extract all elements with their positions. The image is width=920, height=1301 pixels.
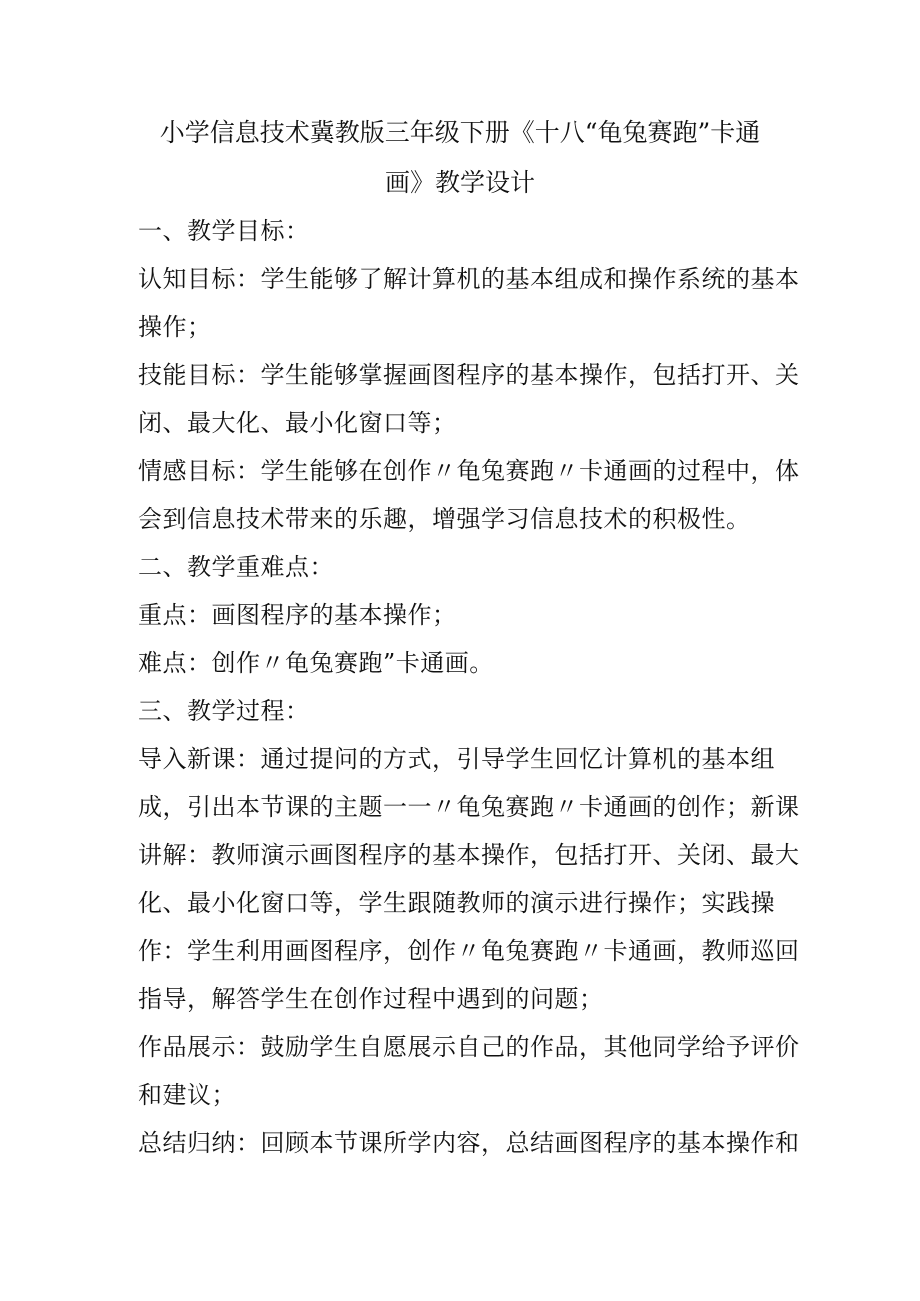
- document-title-line-2: 画》教学设计: [384, 168, 535, 197]
- paragraph-line: 认知目标：学生能够了解计算机的基本组成和操作系统的基本: [138, 265, 800, 293]
- section-heading-process: 三、教学过程：: [138, 697, 310, 725]
- section-heading-objectives: 一、教学目标：: [138, 217, 310, 245]
- section-heading-key-points: 二、教学重难点：: [138, 553, 334, 581]
- document-title-line-1: 小学信息技术冀教版三年级下册《十八“龟兔赛跑”卡通: [159, 118, 761, 147]
- paragraph-line: 闭、最大化、最小化窗口等；: [138, 409, 457, 437]
- paragraph-line: 作：学生利用画图程序，创作〃龟兔赛跑〃卡通画，教师巡回: [138, 937, 800, 965]
- paragraph-line: 技能目标：学生能够掌握画图程序的基本操作，包括打开、关: [138, 361, 800, 389]
- paragraph-line: 导入新课：通过提问的方式，引导学生回忆计算机的基本组: [138, 745, 775, 773]
- paragraph-line: 成，引出本节课的主题一一〃龟兔赛跑〃卡通画的创作；新课: [138, 793, 800, 821]
- paragraph-line: 讲解：教师演示画图程序的基本操作，包括打开、关闭、最大: [138, 841, 800, 869]
- paragraph-line: 和建议；: [138, 1081, 236, 1109]
- paragraph-line: 会到信息技术带来的乐趣，增强学习信息技术的积极性。: [138, 505, 751, 533]
- paragraph-line: 情感目标：学生能够在创作〃龟兔赛跑〃卡通画的过程中，体: [138, 457, 800, 485]
- paragraph-line: 重点：画图程序的基本操作；: [138, 601, 457, 629]
- paragraph-line: 难点：创作〃龟兔赛跑”卡通画。: [138, 649, 494, 677]
- paragraph-line: 指导，解答学生在创作过程中遇到的问题；: [138, 985, 604, 1013]
- paragraph-line: 操作；: [138, 313, 212, 341]
- paragraph-line: 作品展示：鼓励学生自愿展示自己的作品，其他同学给予评价: [138, 1033, 800, 1061]
- paragraph-line: 总结归纳：回顾本节课所学内容，总结画图程序的基本操作和: [138, 1129, 800, 1157]
- paragraph-line: 化、最小化窗口等，学生跟随教师的演示进行操作；实践操: [138, 889, 775, 917]
